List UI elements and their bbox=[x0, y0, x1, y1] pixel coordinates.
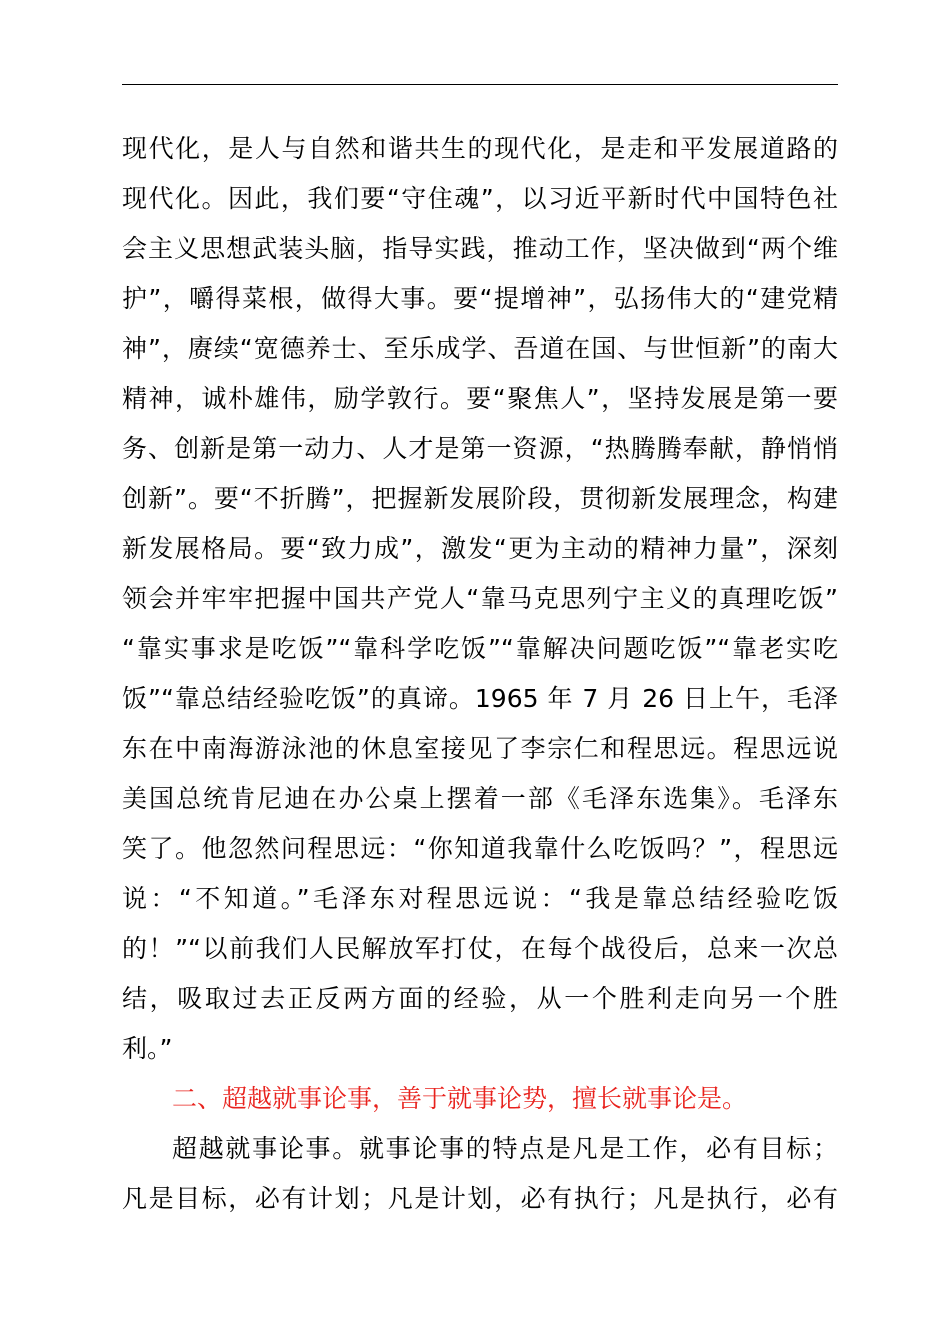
text-line: 领会并牢牢把握中国共产党人“靠马克思列宁主义的真理吃饭” bbox=[122, 584, 838, 613]
text-line: 东在中南海游泳池的休息室接见了李宗仁和程思远。程思远说 bbox=[122, 734, 838, 763]
text-line: 务、创新是第一动力、人才是第一资源，“热腾腾奉献，静悄悄 bbox=[122, 434, 838, 463]
text-line: 精神，诚朴雄伟，励学敦行。要“聚焦人”，坚持发展是第一要 bbox=[122, 384, 838, 413]
text-line: 结，吸取过去正反两方面的经验，从一个胜利走向另一个胜 bbox=[122, 984, 838, 1013]
text-line: 笑了。他忽然问程思远：“你知道我靠什么吃饭吗？”，程思远 bbox=[122, 834, 838, 863]
text-line: 利。” bbox=[122, 1034, 173, 1063]
section-heading: 二、超越就事论事，善于就事论势，擅长就事论是。 bbox=[172, 1084, 748, 1113]
text-line: 现代化，是人与自然和谐共生的现代化，是走和平发展道路的 bbox=[122, 134, 838, 163]
document-body bbox=[122, 124, 838, 1224]
text-line: 护”，嚼得菜根，做得大事。要“提增神”，弘扬伟大的“建党精 bbox=[122, 284, 838, 313]
paragraph-1 bbox=[122, 124, 838, 1074]
text-line: 的！”“以前我们人民解放军打仗，在每个战役后，总来一次总 bbox=[122, 934, 838, 963]
text-line: 现代化。因此，我们要“守住魂”，以习近平新时代中国特色社 bbox=[122, 184, 838, 213]
text-line: 饭”“靠总结经验吃饭”的真谛。1965 年 7 月 26 日上午，毛泽 bbox=[122, 684, 838, 713]
text-line: 说：“不知道。”毛泽东对程思远说：“我是靠总结经验吃饭 bbox=[122, 884, 838, 913]
text-line: 创新”。要“不折腾”，把握新发展阶段，贯彻新发展理念，构建 bbox=[122, 484, 838, 513]
header-rule bbox=[122, 84, 838, 85]
text-line: 神”，赓续“宽德养士、至乐成学、吾道在国、与世恒新”的南大 bbox=[122, 334, 838, 363]
paragraph-2 bbox=[122, 1124, 838, 1224]
text-line: 美国总统肯尼迪在办公桌上摆着一部《毛泽东选集》。毛泽东 bbox=[122, 784, 838, 813]
text-line: 凡是目标，必有计划；凡是计划，必有执行；凡是执行，必有 bbox=[122, 1184, 838, 1213]
text-line: “靠实事求是吃饭”“靠科学吃饭”“靠解决问题吃饭”“靠老实吃 bbox=[122, 634, 838, 663]
text-line: 超越就事论事。就事论事的特点是凡是工作，必有目标； bbox=[172, 1134, 838, 1163]
text-line: 新发展格局。要“致力成”，激发“更为主动的精神力量”，深刻 bbox=[122, 534, 838, 563]
text-line: 会主义思想武装头脑，指导实践，推动工作，坚决做到“两个维 bbox=[122, 234, 838, 263]
